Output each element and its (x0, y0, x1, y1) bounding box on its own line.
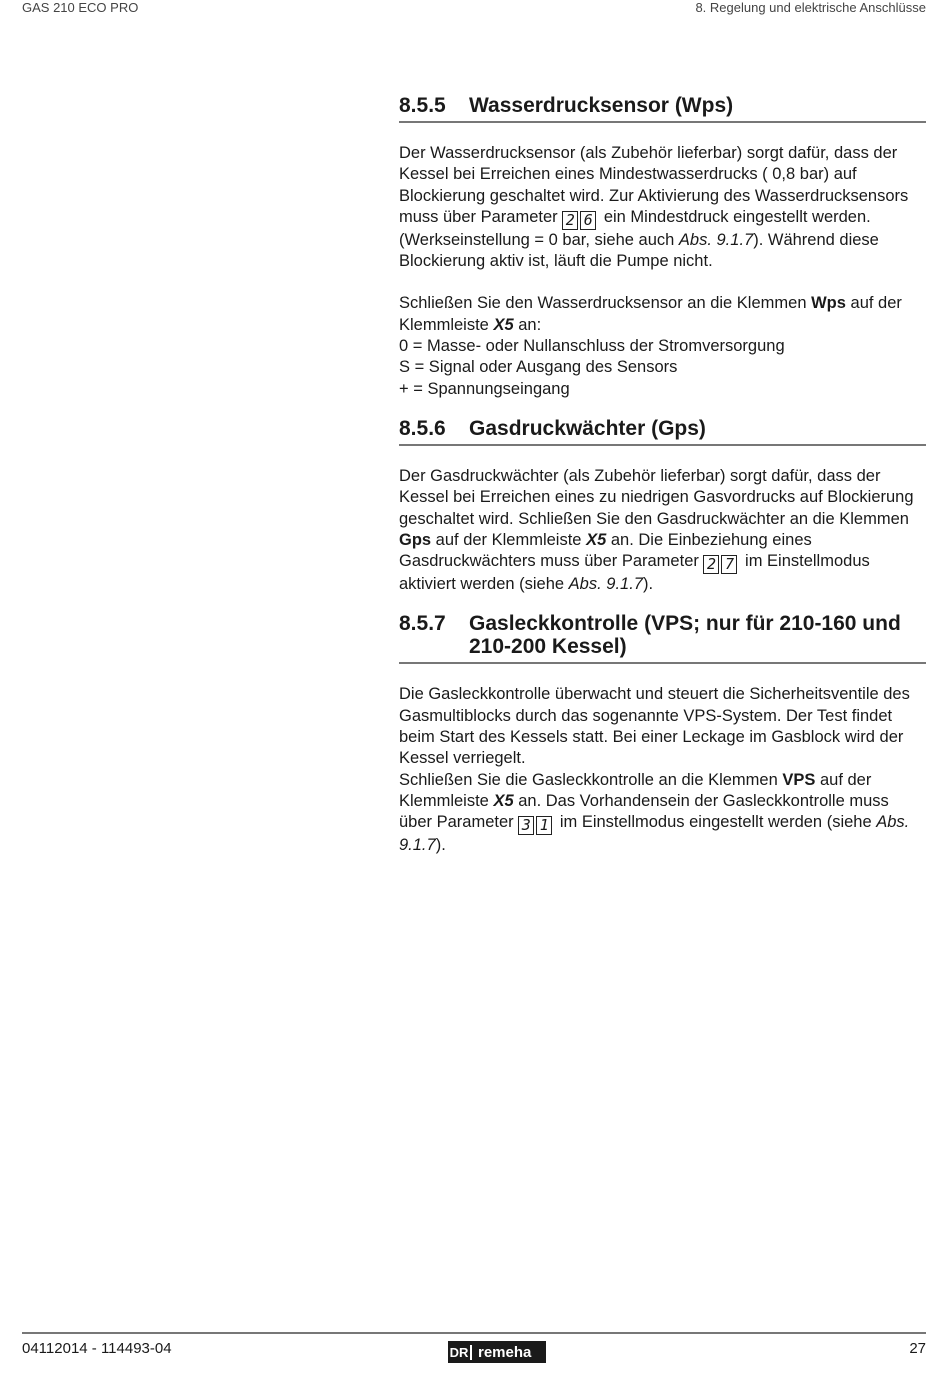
header-document-title: GAS 210 ECO PRO (22, 0, 139, 15)
section-heading-vps (399, 612, 926, 664)
section-title: Gasleckkontrolle (VPS; nur für 210-160 und 210-200 Kessel) (469, 612, 901, 659)
section-reference: Abs. 9.1.7 (568, 575, 643, 594)
section-reference: Abs. 9.1.7 (399, 813, 910, 855)
main-content (399, 94, 926, 857)
logo-text: remeha (478, 1343, 532, 1361)
list-item: + = Spannungseingang (399, 379, 570, 398)
footer-document-number: 04112014 - 114493-04 (22, 1340, 172, 1357)
footer-divider (22, 1332, 926, 1334)
section-number: 8.5.6 (399, 416, 446, 440)
remeha-logo (448, 1341, 546, 1363)
list-item: S = Signal oder Ausgang des Sensors (399, 358, 678, 377)
parameter-display-icon: 3 1 (518, 816, 552, 835)
section-title: Gasdruckwächter (Gps) (469, 416, 706, 440)
page-number: 27 (909, 1340, 926, 1357)
paragraph-vps: Die Gasleckkontrolle überwacht und steuert die Sicherheitsventile des Gasmultiblocks durch das sogenannte VPS-System. Der Test findet beim Start des Kessels statt. Bei einer Leckage im Gasblock wird der Kessel verriegelt. Schließen Sie die Gasleckkontrolle an die Klemmen VPS auf der Klemmleiste X5 an. Das Vorhandensein der Gasleckkontrolle muss über Parameter 3 1 im Einstellmodus eingestellt werden (siehe Abs. 9.1.7). (399, 685, 910, 855)
section-reference: Abs. 9.1.7 (678, 230, 754, 249)
paragraph-wps-intro: Der Wasserdrucksensor (als Zubehör lieferbar) sorgt dafür, dass der Kessel bei Erreichen eines Mindestwasserdrucks ( 0,8 bar) auf Blockierung geschaltet wird. Zur Aktivierung des Wasserdrucksensors muss über Parameter 2 6 ein Mindestdruck eingestellt werden. (Werkseinstellung = 0 bar, siehe auch Abs. 9.1.7). Während diese Blockierung aktiv ist, läuft die Pumpe nicht. (399, 144, 909, 271)
parameter-display-icon: 2 7 (703, 555, 737, 574)
list-item: 0 = Masse- oder Nullanschluss der Stromversorgung (399, 337, 785, 356)
parameter-display-icon: 2 6 (562, 211, 596, 230)
section-number: 8.5.5 (399, 94, 446, 117)
logo-mark-icon: DR (448, 1345, 472, 1360)
section-number: 8.5.7 (399, 612, 446, 636)
paragraph-gps: Der Gasdruckwächter (als Zubehör lieferbar) sorgt dafür, dass der Kessel bei Erreichen eines zu niedrigen Gasvordrucks auf Blockierung geschaltet wird. Schließen Sie den Gasdruckwächter an die Klemmen Gps auf der Klemmleiste X5 an. Die Einbeziehung eines Gasdruckwächters muss über Parameter 2 7 im Einstellmodus aktiviert werden (siehe Abs. 9.1.7). (399, 466, 914, 594)
section-title: Wasserdrucksensor (Wps) (469, 94, 734, 117)
paragraph-wps-connection: Schließen Sie den Wasserdrucksensor an die Klemmen Wps auf der Klemmleiste X5 an: 0 = Masse- oder Nullanschluss der Stromversorgung S = Signal oder Ausgang des Sensors + = Spannungseingang (399, 294, 902, 398)
section-heading-gps (399, 417, 926, 446)
section-heading-wps (399, 94, 926, 123)
header-chapter-title: 8. Regelung und elektrische Anschlüsse (695, 0, 926, 15)
